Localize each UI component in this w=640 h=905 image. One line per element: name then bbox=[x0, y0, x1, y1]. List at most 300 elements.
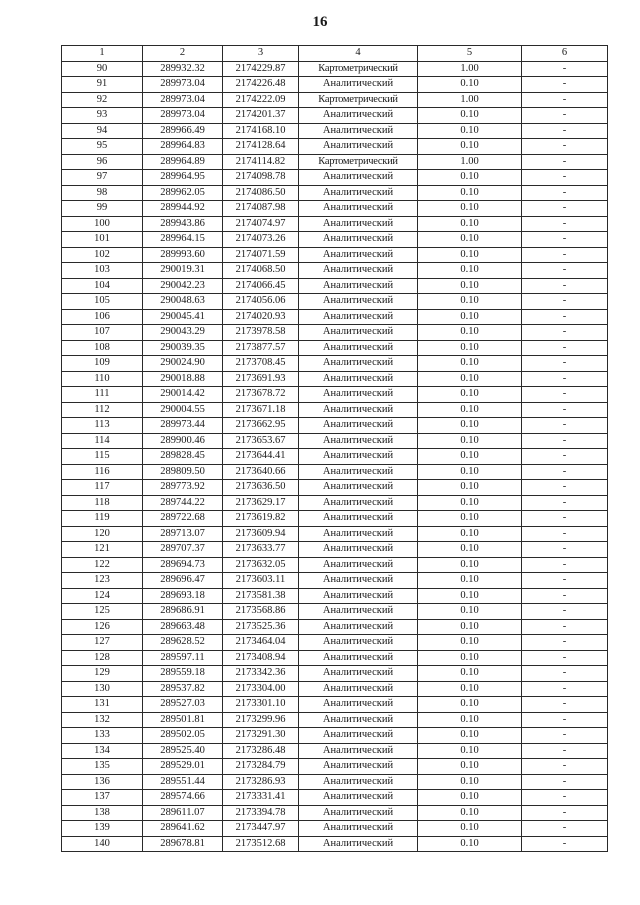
x-coordinate-cell: 289551.44 bbox=[143, 774, 223, 790]
point-number-cell: 137 bbox=[62, 790, 143, 806]
point-number-cell: 136 bbox=[62, 774, 143, 790]
x-coordinate-cell: 289900.46 bbox=[143, 433, 223, 449]
x-coordinate-cell: 289713.07 bbox=[143, 526, 223, 542]
point-number-cell: 114 bbox=[62, 433, 143, 449]
accuracy-cell: 0.10 bbox=[418, 232, 522, 248]
point-number-cell: 139 bbox=[62, 821, 143, 837]
point-number-cell: 109 bbox=[62, 356, 143, 372]
table-row bbox=[62, 635, 608, 651]
x-coordinate-cell: 289964.89 bbox=[143, 154, 223, 170]
point-number-cell: 101 bbox=[62, 232, 143, 248]
y-coordinate-cell: 2173691.93 bbox=[223, 371, 299, 387]
point-number-cell: 126 bbox=[62, 619, 143, 635]
point-number-cell: 138 bbox=[62, 805, 143, 821]
x-coordinate-cell: 289559.18 bbox=[143, 666, 223, 682]
point-number-cell: 105 bbox=[62, 294, 143, 310]
note-cell: - bbox=[522, 77, 608, 93]
x-coordinate-cell: 289696.47 bbox=[143, 573, 223, 589]
accuracy-cell: 0.10 bbox=[418, 495, 522, 511]
point-number-cell: 132 bbox=[62, 712, 143, 728]
x-coordinate-cell: 289686.91 bbox=[143, 604, 223, 620]
table-row bbox=[62, 201, 608, 217]
note-cell: - bbox=[522, 139, 608, 155]
x-coordinate-cell: 289964.83 bbox=[143, 139, 223, 155]
point-number-cell: 119 bbox=[62, 511, 143, 527]
note-cell: - bbox=[522, 743, 608, 759]
y-coordinate-cell: 2174074.97 bbox=[223, 216, 299, 232]
table-row bbox=[62, 712, 608, 728]
method-cell: Аналитический bbox=[299, 557, 418, 573]
column-header: 4 bbox=[299, 46, 418, 62]
accuracy-cell: 0.10 bbox=[418, 821, 522, 837]
y-coordinate-cell: 2173708.45 bbox=[223, 356, 299, 372]
accuracy-cell: 0.10 bbox=[418, 511, 522, 527]
method-cell: Аналитический bbox=[299, 573, 418, 589]
y-coordinate-cell: 2173408.94 bbox=[223, 650, 299, 666]
note-cell: - bbox=[522, 495, 608, 511]
table-row bbox=[62, 294, 608, 310]
method-cell: Аналитический bbox=[299, 588, 418, 604]
note-cell: - bbox=[522, 387, 608, 403]
x-coordinate-cell: 290039.35 bbox=[143, 340, 223, 356]
y-coordinate-cell: 2173342.36 bbox=[223, 666, 299, 682]
table-row bbox=[62, 557, 608, 573]
y-coordinate-cell: 2173299.96 bbox=[223, 712, 299, 728]
x-coordinate-cell: 289678.81 bbox=[143, 836, 223, 852]
point-number-cell: 108 bbox=[62, 340, 143, 356]
note-cell: - bbox=[522, 294, 608, 310]
x-coordinate-cell: 289962.05 bbox=[143, 185, 223, 201]
note-cell: - bbox=[522, 325, 608, 341]
page-number: 16 bbox=[312, 14, 328, 30]
point-number-cell: 111 bbox=[62, 387, 143, 403]
note-cell: - bbox=[522, 61, 608, 77]
x-coordinate-cell: 289964.15 bbox=[143, 232, 223, 248]
point-number-cell: 96 bbox=[62, 154, 143, 170]
method-cell: Аналитический bbox=[299, 433, 418, 449]
accuracy-cell: 1.00 bbox=[418, 92, 522, 108]
y-coordinate-cell: 2173629.17 bbox=[223, 495, 299, 511]
note-cell: - bbox=[522, 712, 608, 728]
method-cell: Аналитический bbox=[299, 774, 418, 790]
table-row bbox=[62, 278, 608, 294]
table-row bbox=[62, 681, 608, 697]
note-cell: - bbox=[522, 154, 608, 170]
y-coordinate-cell: 2174226.48 bbox=[223, 77, 299, 93]
y-coordinate-cell: 2173619.82 bbox=[223, 511, 299, 527]
note-cell: - bbox=[522, 557, 608, 573]
accuracy-cell: 0.10 bbox=[418, 294, 522, 310]
method-cell: Аналитический bbox=[299, 480, 418, 496]
x-coordinate-cell: 289574.66 bbox=[143, 790, 223, 806]
table-row bbox=[62, 108, 608, 124]
method-cell: Аналитический bbox=[299, 185, 418, 201]
accuracy-cell: 0.10 bbox=[418, 464, 522, 480]
table-row bbox=[62, 666, 608, 682]
method-cell: Аналитический bbox=[299, 278, 418, 294]
method-cell: Аналитический bbox=[299, 294, 418, 310]
table-row bbox=[62, 61, 608, 77]
accuracy-cell: 0.10 bbox=[418, 170, 522, 186]
note-cell: - bbox=[522, 635, 608, 651]
accuracy-cell: 0.10 bbox=[418, 790, 522, 806]
note-cell: - bbox=[522, 418, 608, 434]
accuracy-cell: 0.10 bbox=[418, 108, 522, 124]
method-cell: Аналитический bbox=[299, 139, 418, 155]
y-coordinate-cell: 2173632.05 bbox=[223, 557, 299, 573]
table-row bbox=[62, 402, 608, 418]
note-cell: - bbox=[522, 92, 608, 108]
method-cell: Картометрический bbox=[299, 154, 418, 170]
x-coordinate-cell: 289527.03 bbox=[143, 697, 223, 713]
y-coordinate-cell: 2173286.93 bbox=[223, 774, 299, 790]
table-row bbox=[62, 650, 608, 666]
method-cell: Аналитический bbox=[299, 309, 418, 325]
note-cell: - bbox=[522, 402, 608, 418]
table-row bbox=[62, 263, 608, 279]
accuracy-cell: 0.10 bbox=[418, 650, 522, 666]
point-number-cell: 117 bbox=[62, 480, 143, 496]
method-cell: Аналитический bbox=[299, 790, 418, 806]
method-cell: Аналитический bbox=[299, 805, 418, 821]
point-number-cell: 135 bbox=[62, 759, 143, 775]
x-coordinate-cell: 289744.22 bbox=[143, 495, 223, 511]
method-cell: Аналитический bbox=[299, 77, 418, 93]
y-coordinate-cell: 2174056.06 bbox=[223, 294, 299, 310]
table-row bbox=[62, 356, 608, 372]
point-number-cell: 92 bbox=[62, 92, 143, 108]
note-cell: - bbox=[522, 573, 608, 589]
method-cell: Аналитический bbox=[299, 201, 418, 217]
table-row bbox=[62, 325, 608, 341]
table-body bbox=[62, 61, 608, 852]
method-cell: Картометрический bbox=[299, 92, 418, 108]
y-coordinate-cell: 2173447.97 bbox=[223, 821, 299, 837]
y-coordinate-cell: 2174098.78 bbox=[223, 170, 299, 186]
x-coordinate-cell: 289773.92 bbox=[143, 480, 223, 496]
table-row bbox=[62, 588, 608, 604]
point-number-cell: 90 bbox=[62, 61, 143, 77]
accuracy-cell: 0.10 bbox=[418, 356, 522, 372]
method-cell: Аналитический bbox=[299, 247, 418, 263]
x-coordinate-cell: 289597.11 bbox=[143, 650, 223, 666]
note-cell: - bbox=[522, 263, 608, 279]
method-cell: Аналитический bbox=[299, 542, 418, 558]
point-number-cell: 102 bbox=[62, 247, 143, 263]
accuracy-cell: 0.10 bbox=[418, 185, 522, 201]
y-coordinate-cell: 2174168.10 bbox=[223, 123, 299, 139]
method-cell: Аналитический bbox=[299, 743, 418, 759]
x-coordinate-cell: 289828.45 bbox=[143, 449, 223, 465]
table-row bbox=[62, 619, 608, 635]
note-cell: - bbox=[522, 604, 608, 620]
column-header: 1 bbox=[62, 46, 143, 62]
y-coordinate-cell: 2174066.45 bbox=[223, 278, 299, 294]
method-cell: Аналитический bbox=[299, 123, 418, 139]
x-coordinate-cell: 289973.04 bbox=[143, 92, 223, 108]
table-row bbox=[62, 371, 608, 387]
accuracy-cell: 0.10 bbox=[418, 526, 522, 542]
point-number-cell: 113 bbox=[62, 418, 143, 434]
note-cell: - bbox=[522, 650, 608, 666]
method-cell: Аналитический bbox=[299, 650, 418, 666]
accuracy-cell: 0.10 bbox=[418, 573, 522, 589]
x-coordinate-cell: 289707.37 bbox=[143, 542, 223, 558]
accuracy-cell: 0.10 bbox=[418, 247, 522, 263]
note-cell: - bbox=[522, 480, 608, 496]
method-cell: Аналитический bbox=[299, 836, 418, 852]
x-coordinate-cell: 289663.48 bbox=[143, 619, 223, 635]
note-cell: - bbox=[522, 371, 608, 387]
table-row bbox=[62, 604, 608, 620]
x-coordinate-cell: 290004.55 bbox=[143, 402, 223, 418]
point-number-cell: 122 bbox=[62, 557, 143, 573]
method-cell: Аналитический bbox=[299, 402, 418, 418]
y-coordinate-cell: 2174087.98 bbox=[223, 201, 299, 217]
method-cell: Аналитический bbox=[299, 449, 418, 465]
accuracy-cell: 0.10 bbox=[418, 681, 522, 697]
y-coordinate-cell: 2173394.78 bbox=[223, 805, 299, 821]
y-coordinate-cell: 2174071.59 bbox=[223, 247, 299, 263]
method-cell: Аналитический bbox=[299, 759, 418, 775]
y-coordinate-cell: 2173286.48 bbox=[223, 743, 299, 759]
y-coordinate-cell: 2173671.18 bbox=[223, 402, 299, 418]
note-cell: - bbox=[522, 433, 608, 449]
note-cell: - bbox=[522, 728, 608, 744]
note-cell: - bbox=[522, 619, 608, 635]
x-coordinate-cell: 290043.29 bbox=[143, 325, 223, 341]
note-cell: - bbox=[522, 790, 608, 806]
y-coordinate-cell: 2173609.94 bbox=[223, 526, 299, 542]
point-number-cell: 128 bbox=[62, 650, 143, 666]
x-coordinate-cell: 289611.07 bbox=[143, 805, 223, 821]
accuracy-cell: 0.10 bbox=[418, 402, 522, 418]
table-row bbox=[62, 154, 608, 170]
point-number-cell: 93 bbox=[62, 108, 143, 124]
x-coordinate-cell: 290045.41 bbox=[143, 309, 223, 325]
accuracy-cell: 0.10 bbox=[418, 759, 522, 775]
y-coordinate-cell: 2173568.86 bbox=[223, 604, 299, 620]
table-row bbox=[62, 433, 608, 449]
accuracy-cell: 0.10 bbox=[418, 697, 522, 713]
note-cell: - bbox=[522, 309, 608, 325]
x-coordinate-cell: 289501.81 bbox=[143, 712, 223, 728]
accuracy-cell: 1.00 bbox=[418, 154, 522, 170]
point-number-cell: 104 bbox=[62, 278, 143, 294]
point-number-cell: 133 bbox=[62, 728, 143, 744]
accuracy-cell: 0.10 bbox=[418, 139, 522, 155]
method-cell: Аналитический bbox=[299, 526, 418, 542]
accuracy-cell: 0.10 bbox=[418, 635, 522, 651]
accuracy-cell: 0.10 bbox=[418, 201, 522, 217]
point-number-cell: 125 bbox=[62, 604, 143, 620]
accuracy-cell: 0.10 bbox=[418, 340, 522, 356]
note-cell: - bbox=[522, 681, 608, 697]
x-coordinate-cell: 289502.05 bbox=[143, 728, 223, 744]
accuracy-cell: 0.10 bbox=[418, 216, 522, 232]
column-header: 3 bbox=[223, 46, 299, 62]
point-number-cell: 110 bbox=[62, 371, 143, 387]
y-coordinate-cell: 2173581.38 bbox=[223, 588, 299, 604]
method-cell: Аналитический bbox=[299, 232, 418, 248]
note-cell: - bbox=[522, 340, 608, 356]
note-cell: - bbox=[522, 836, 608, 852]
method-cell: Аналитический bbox=[299, 325, 418, 341]
note-cell: - bbox=[522, 464, 608, 480]
point-number-cell: 116 bbox=[62, 464, 143, 480]
table-row bbox=[62, 573, 608, 589]
method-cell: Аналитический bbox=[299, 263, 418, 279]
table-row bbox=[62, 464, 608, 480]
table-row bbox=[62, 309, 608, 325]
table-header bbox=[62, 46, 608, 62]
table-row bbox=[62, 743, 608, 759]
point-number-cell: 123 bbox=[62, 573, 143, 589]
table-row bbox=[62, 511, 608, 527]
y-coordinate-cell: 2173291.30 bbox=[223, 728, 299, 744]
y-coordinate-cell: 2174201.37 bbox=[223, 108, 299, 124]
accuracy-cell: 0.10 bbox=[418, 309, 522, 325]
table-row bbox=[62, 185, 608, 201]
accuracy-cell: 0.10 bbox=[418, 542, 522, 558]
table-row bbox=[62, 774, 608, 790]
note-cell: - bbox=[522, 588, 608, 604]
note-cell: - bbox=[522, 666, 608, 682]
note-cell: - bbox=[522, 356, 608, 372]
x-coordinate-cell: 289932.32 bbox=[143, 61, 223, 77]
x-coordinate-cell: 289529.01 bbox=[143, 759, 223, 775]
y-coordinate-cell: 2173636.50 bbox=[223, 480, 299, 496]
x-coordinate-cell: 289973.44 bbox=[143, 418, 223, 434]
accuracy-cell: 0.10 bbox=[418, 836, 522, 852]
note-cell: - bbox=[522, 697, 608, 713]
table-row bbox=[62, 728, 608, 744]
accuracy-cell: 0.10 bbox=[418, 619, 522, 635]
x-coordinate-cell: 290014.42 bbox=[143, 387, 223, 403]
accuracy-cell: 0.10 bbox=[418, 805, 522, 821]
method-cell: Аналитический bbox=[299, 697, 418, 713]
y-coordinate-cell: 2173640.66 bbox=[223, 464, 299, 480]
y-coordinate-cell: 2174114.82 bbox=[223, 154, 299, 170]
y-coordinate-cell: 2173877.57 bbox=[223, 340, 299, 356]
table-row bbox=[62, 216, 608, 232]
y-coordinate-cell: 2173662.95 bbox=[223, 418, 299, 434]
table-row bbox=[62, 805, 608, 821]
y-coordinate-cell: 2173284.79 bbox=[223, 759, 299, 775]
y-coordinate-cell: 2174222.09 bbox=[223, 92, 299, 108]
table-row bbox=[62, 92, 608, 108]
method-cell: Аналитический bbox=[299, 356, 418, 372]
method-cell: Аналитический bbox=[299, 216, 418, 232]
method-cell: Аналитический bbox=[299, 170, 418, 186]
point-number-cell: 129 bbox=[62, 666, 143, 682]
x-coordinate-cell: 289628.52 bbox=[143, 635, 223, 651]
method-cell: Аналитический bbox=[299, 371, 418, 387]
x-coordinate-cell: 289966.49 bbox=[143, 123, 223, 139]
column-header: 2 bbox=[143, 46, 223, 62]
method-cell: Аналитический bbox=[299, 418, 418, 434]
note-cell: - bbox=[522, 201, 608, 217]
column-header: 6 bbox=[522, 46, 608, 62]
accuracy-cell: 0.10 bbox=[418, 433, 522, 449]
accuracy-cell: 0.10 bbox=[418, 604, 522, 620]
note-cell: - bbox=[522, 511, 608, 527]
table-row bbox=[62, 790, 608, 806]
table-row bbox=[62, 542, 608, 558]
point-number-cell: 127 bbox=[62, 635, 143, 651]
x-coordinate-cell: 289973.04 bbox=[143, 77, 223, 93]
x-coordinate-cell: 289641.62 bbox=[143, 821, 223, 837]
point-number-cell: 106 bbox=[62, 309, 143, 325]
note-cell: - bbox=[522, 774, 608, 790]
y-coordinate-cell: 2174020.93 bbox=[223, 309, 299, 325]
method-cell: Аналитический bbox=[299, 340, 418, 356]
y-coordinate-cell: 2173633.77 bbox=[223, 542, 299, 558]
y-coordinate-cell: 2174086.50 bbox=[223, 185, 299, 201]
table-row bbox=[62, 232, 608, 248]
accuracy-cell: 0.10 bbox=[418, 557, 522, 573]
x-coordinate-cell: 290042.23 bbox=[143, 278, 223, 294]
x-coordinate-cell: 289722.68 bbox=[143, 511, 223, 527]
method-cell: Аналитический bbox=[299, 728, 418, 744]
point-number-cell: 115 bbox=[62, 449, 143, 465]
x-coordinate-cell: 289993.60 bbox=[143, 247, 223, 263]
table-row bbox=[62, 77, 608, 93]
x-coordinate-cell: 289537.82 bbox=[143, 681, 223, 697]
accuracy-cell: 0.10 bbox=[418, 774, 522, 790]
point-number-cell: 98 bbox=[62, 185, 143, 201]
point-number-cell: 130 bbox=[62, 681, 143, 697]
y-coordinate-cell: 2173978.58 bbox=[223, 325, 299, 341]
method-cell: Аналитический bbox=[299, 666, 418, 682]
point-number-cell: 97 bbox=[62, 170, 143, 186]
accuracy-cell: 0.10 bbox=[418, 325, 522, 341]
method-cell: Аналитический bbox=[299, 635, 418, 651]
point-number-cell: 95 bbox=[62, 139, 143, 155]
y-coordinate-cell: 2173653.67 bbox=[223, 433, 299, 449]
note-cell: - bbox=[522, 821, 608, 837]
table-row bbox=[62, 495, 608, 511]
method-cell: Аналитический bbox=[299, 619, 418, 635]
y-coordinate-cell: 2174068.50 bbox=[223, 263, 299, 279]
table-row bbox=[62, 480, 608, 496]
method-cell: Аналитический bbox=[299, 108, 418, 124]
accuracy-cell: 0.10 bbox=[418, 666, 522, 682]
table-row bbox=[62, 387, 608, 403]
note-cell: - bbox=[522, 247, 608, 263]
y-coordinate-cell: 2173331.41 bbox=[223, 790, 299, 806]
x-coordinate-cell: 290024.90 bbox=[143, 356, 223, 372]
point-number-cell: 131 bbox=[62, 697, 143, 713]
column-header: 5 bbox=[418, 46, 522, 62]
table-row bbox=[62, 697, 608, 713]
note-cell: - bbox=[522, 123, 608, 139]
table-row bbox=[62, 340, 608, 356]
method-cell: Аналитический bbox=[299, 495, 418, 511]
table-row bbox=[62, 821, 608, 837]
accuracy-cell: 0.10 bbox=[418, 712, 522, 728]
accuracy-cell: 0.10 bbox=[418, 263, 522, 279]
point-number-cell: 94 bbox=[62, 123, 143, 139]
x-coordinate-cell: 289943.86 bbox=[143, 216, 223, 232]
note-cell: - bbox=[522, 170, 608, 186]
y-coordinate-cell: 2173603.11 bbox=[223, 573, 299, 589]
point-number-cell: 120 bbox=[62, 526, 143, 542]
y-coordinate-cell: 2174229.87 bbox=[223, 61, 299, 77]
x-coordinate-cell: 290019.31 bbox=[143, 263, 223, 279]
point-number-cell: 118 bbox=[62, 495, 143, 511]
y-coordinate-cell: 2173301.10 bbox=[223, 697, 299, 713]
